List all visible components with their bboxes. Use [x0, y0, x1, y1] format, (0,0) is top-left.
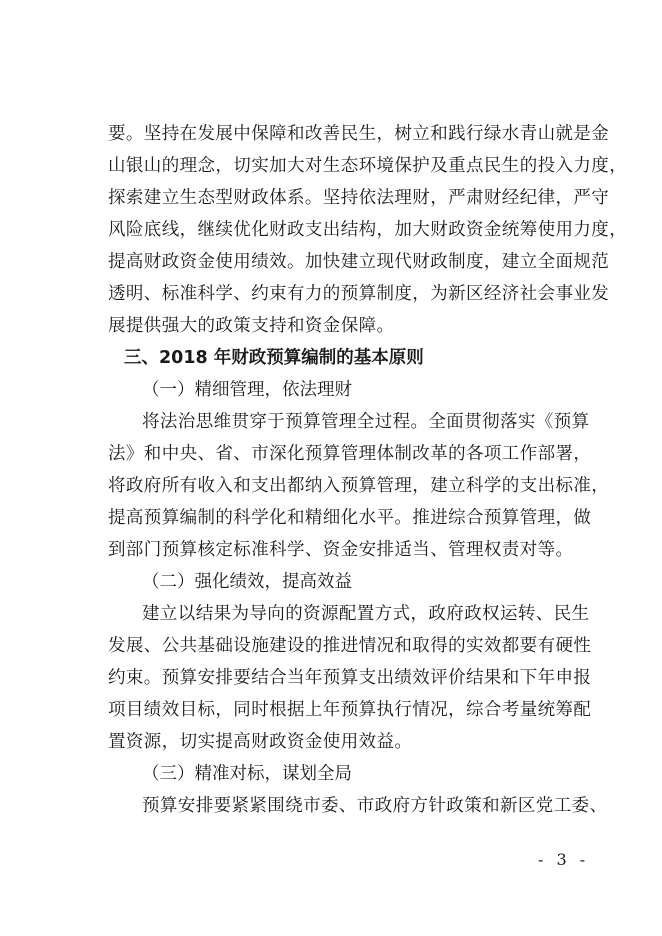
paragraph-line: 发展、公共基础设施建设的推进情况和取得的实效都要有硬性: [108, 636, 592, 656]
page-number: - 3 -: [538, 850, 590, 869]
paragraph-line: 将法治思维贯穿于预算管理全过程。全面贯彻落实《预算: [142, 412, 590, 432]
subsection-title-1: （一）精细管理，依法理财: [142, 380, 352, 400]
paragraph-line: 法》和中央、省、市深化预算管理体制改革的各项工作部署，: [108, 444, 592, 464]
paragraph-line: 风险底线，继续优化财政支出结构，加大财政资金统筹使用力度，: [108, 220, 628, 240]
paragraph-line: 建立以结果为导向的资源配置方式，政府政权运转、民生: [142, 604, 590, 624]
paragraph-line: 约束。预算安排要结合当年预算支出绩效评价结果和下年申报: [108, 668, 592, 688]
paragraph-line: 探索建立生态型财政体系。坚持依法理财，严肃财经纪律，严守: [108, 188, 610, 208]
paragraph-line: 项目绩效目标，同时根据上年预算执行情况，综合考量统筹配: [108, 700, 592, 720]
paragraph-line: 山银山的理念，切实加大对生态环境保护及重点民生的投入力度，: [108, 156, 628, 176]
paragraph-line: 要。坚持在发展中保障和改善民生，树立和践行绿水青山就是金: [108, 124, 610, 144]
section-heading: 三、2018 年财政预算编制的基本原则: [124, 348, 424, 368]
paragraph-line: 透明、标准科学、约束有力的预算制度，为新区经济社会事业发: [108, 284, 610, 304]
paragraph-line: 预算安排要紧紧围绕市委、市政府方针政策和新区党工委、: [142, 796, 608, 816]
paragraph-line: 到部门预算核定标准科学、资金安排适当、管理权责对等。: [108, 540, 574, 560]
subsection-title-3: （三）精准对标，谋划全局: [142, 764, 352, 784]
paragraph-line: 置资源，切实提高财政资金使用效益。: [108, 732, 413, 752]
paragraph-line: 将政府所有收入和支出都纳入预算管理，建立科学的支出标准，: [108, 476, 610, 496]
paragraph-line: 提高财政资金使用绩效。加快建立现代财政制度，建立全面规范: [108, 252, 610, 272]
paragraph-line: 提高预算编制的科学化和精细化水平。推进综合预算管理，做: [108, 508, 592, 528]
subsection-title-2: （二）强化绩效，提高效益: [142, 572, 352, 592]
paragraph-line: 展提供强大的政策支持和资金保障。: [108, 316, 395, 336]
